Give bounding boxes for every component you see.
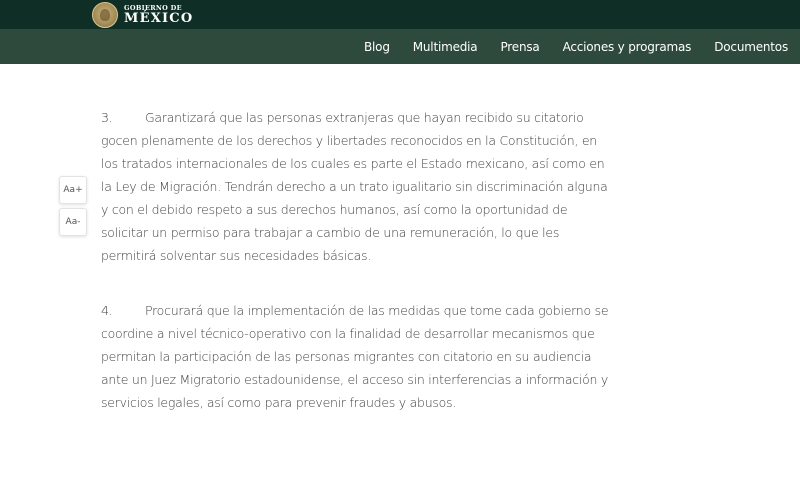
nav-item-documentos[interactable]: Documentos [714,39,788,54]
paragraph-number: 4. [101,303,113,318]
article-paragraph [101,299,611,414]
nav-item-multimedia[interactable]: Multimedia [412,39,478,54]
logo-line1: GOBIERNO DE [124,3,182,12]
logo-text [124,5,193,26]
article-body [101,106,611,414]
gobierno-logo[interactable] [92,1,193,29]
logo-line2: MÉXICO [124,11,194,27]
article-paragraph [101,106,611,267]
nav-item-acciones-y-programas[interactable]: Acciones y programas [562,39,692,54]
nav-item-blog[interactable]: Blog [364,39,390,54]
font-increase-button[interactable]: Aa+ [59,176,87,204]
font-decrease-button[interactable]: Aa- [59,208,87,236]
nav-menu [341,29,788,64]
national-seal-icon [92,2,118,28]
paragraph-text: Garantizará que las personas extranjeras que hayan recibido su citatorio gocen plenamente de los derechos y libertades reconocidos en la Constitución, en los tratados internacionales de los cuales es parte el Estado mexicano, así como en la Ley de Migración. Tendrán derecho a un trato igualitario sin discriminación alguna y con el debido respeto a sus derechos humanos, así como la oportunidad de solicitar un permiso para trabajar a cambio de una remuneración, lo que les permitirá solventar sus necesidades básicas. [101,110,608,263]
paragraph-number: 3. [101,110,113,125]
top-bar [0,0,800,29]
nav-item-prensa[interactable]: Prensa [500,39,540,54]
main-nav [0,29,800,64]
paragraph-text: Procurará que la implementación de las medidas que tome cada gobierno se coordine a nivel técnico-operativo con la finalidad de desarrollar mecanismos que permitan la participación de las personas migrantes con citatorio en su audiencia ante un Juez Migratorio estadounidense, el acceso sin interferencias a información y servicios legales, así como para prevenir fraudes y abusos. [101,303,609,410]
